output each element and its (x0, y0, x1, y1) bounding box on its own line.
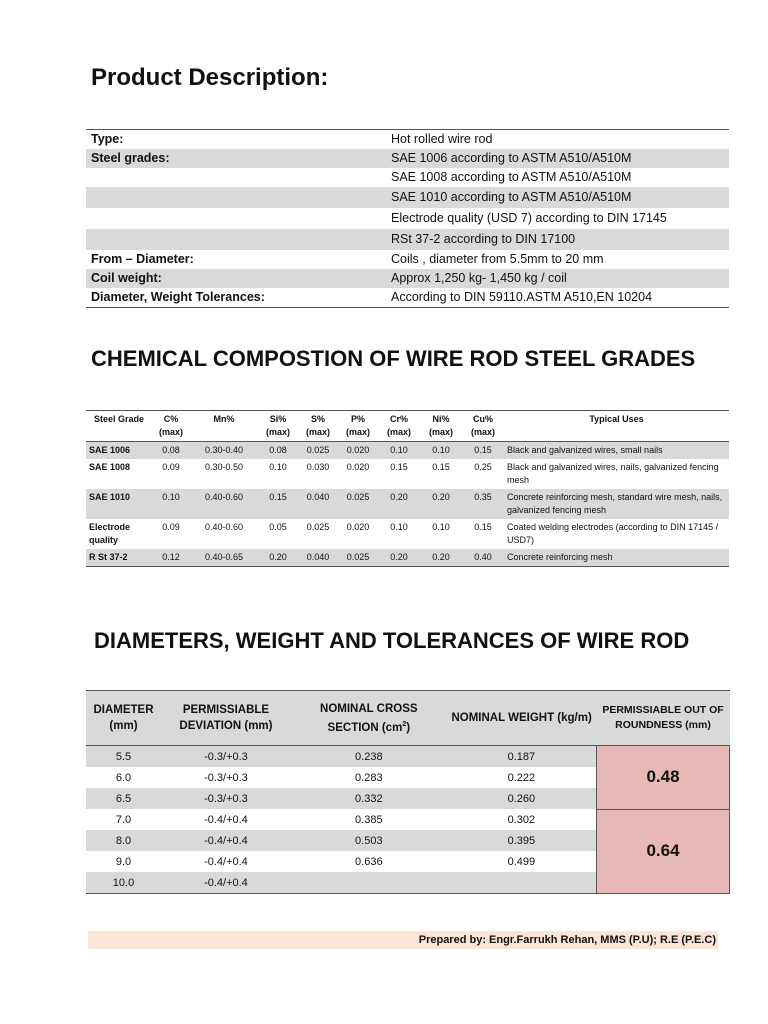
diameter-cell-dev: -0.4/+0.4 (204, 813, 248, 826)
chem-grade: SAE 1010 (86, 489, 152, 519)
chem-grade: SAE 1008 (89, 462, 131, 472)
chem-header: Ni% (max) (428, 414, 453, 437)
product-description-table (86, 129, 729, 308)
chem-value: 0.10 (269, 462, 287, 472)
product-value: SAE 1010 according to ASTM A510/A510M (386, 187, 729, 208)
diameter-cell-w: 0.260 (447, 788, 597, 809)
chem-row (86, 442, 729, 460)
product-row (86, 229, 729, 250)
header-weight: NOMINAL WEIGHT (kg/m) (447, 691, 597, 746)
chem-value: 0.030 (306, 462, 330, 472)
chem-value: 0.20 (420, 489, 462, 519)
chem-value: 0.040 (298, 489, 338, 519)
chem-header: Cr% (max) (386, 414, 411, 437)
chem-value: 0.10 (390, 522, 408, 532)
chem-value: 0.40-0.60 (190, 489, 258, 519)
chem-value: 0.40-0.65 (190, 549, 258, 567)
diameter-cell-dev: -0.4/+0.4 (161, 830, 291, 851)
diameter-cell-dev: -0.3/+0.3 (161, 746, 291, 768)
chem-uses: Black and galvanized wires, nails, galvanized fencing mesh (507, 462, 719, 485)
chem-header: C% (max) (158, 414, 183, 437)
chem-value: 0.020 (346, 522, 370, 532)
roundness-value-b: 0.64 (597, 809, 730, 894)
diameter-cell-w: 0.302 (507, 813, 536, 826)
product-value: SAE 1006 according to ASTM A510/A510M (386, 149, 729, 168)
chem-value: 0.09 (162, 522, 180, 532)
product-value: RSt 37-2 according to DIN 17100 (386, 229, 729, 250)
chem-grade: SAE 1006 (86, 442, 152, 460)
diameter-cell-d: 10.0 (86, 872, 161, 894)
diameter-cell-d: 7.0 (115, 813, 132, 826)
product-row (86, 288, 729, 308)
diameter-cell-w: 0.187 (447, 746, 597, 768)
product-value: SAE 1008 according to ASTM A510/A510M (391, 170, 632, 184)
chem-grade: R St 37-2 (86, 549, 152, 567)
chem-header: Typical Uses (589, 414, 644, 424)
diameter-cell-cs: 0.503 (291, 830, 447, 851)
product-key: Coil weight: (86, 269, 386, 288)
diameter-cell-d: 5.5 (86, 746, 161, 768)
chemical-composition-title: CHEMICAL COMPOSTION OF WIRE ROD STEEL GRADES (91, 346, 696, 371)
chem-value: 0.15 (462, 442, 504, 460)
diameter-row (86, 809, 730, 830)
product-value: Electrode quality (USD 7) according to DIN 17145 (391, 211, 667, 225)
header-diameter: DIAMETER (mm) (86, 691, 161, 746)
diameters-title: DIAMETERS, WEIGHT AND TOLERANCES OF WIRE ROD (94, 628, 690, 653)
diameter-cell-w: 0.395 (447, 830, 597, 851)
chem-value: 0.15 (258, 489, 298, 519)
chem-value: 0.15 (474, 522, 492, 532)
roundness-value-a: 0.48 (597, 746, 730, 810)
chem-value: 0.08 (258, 442, 298, 460)
chem-value: 0.10 (152, 489, 190, 519)
product-row (86, 187, 729, 208)
diameter-cell-d: 6.5 (86, 788, 161, 809)
chem-value: 0.025 (298, 442, 338, 460)
chem-value: 0.30-0.40 (190, 442, 258, 460)
chem-header: Mn% (213, 414, 235, 424)
chem-value: 0.020 (338, 442, 378, 460)
chem-row (86, 549, 729, 567)
diameter-cell-cs: 0.283 (355, 771, 383, 784)
chem-header: P% (max) (345, 414, 370, 437)
diameter-cell-d: 6.0 (115, 771, 132, 784)
diameter-cell-dev: -0.4/+0.4 (161, 872, 291, 894)
chem-grade: Electrode quality (89, 522, 131, 545)
chem-value: 0.10 (432, 522, 450, 532)
chem-value: 0.15 (432, 462, 450, 472)
product-key (86, 168, 386, 187)
prepared-by-footer: Prepared by: Engr.Farrukh Rehan, MMS (P.U); R.E (P.E.C) (88, 931, 718, 949)
product-key: Steel grades: (86, 149, 386, 168)
diameter-cell-w (447, 872, 597, 894)
chem-value: 0.30-0.50 (204, 462, 244, 472)
chemical-composition-table (86, 410, 729, 567)
chem-uses: Concrete reinforcing mesh, standard wire mesh, nails, galvanized fencing mesh (504, 489, 729, 519)
chem-header: Steel Grade (93, 414, 145, 424)
diameter-cell-cs: 0.238 (291, 746, 447, 768)
diameter-cell-dev: -0.3/+0.3 (204, 771, 248, 784)
product-key (86, 187, 386, 208)
chem-value: 0.05 (269, 522, 287, 532)
chem-header: Cu% (max) (470, 414, 495, 437)
chem-value: 0.025 (338, 489, 378, 519)
chem-value: 0.09 (162, 462, 180, 472)
product-key: Diameter, Weight Tolerances: (91, 290, 265, 304)
product-value: Hot rolled wire rod (391, 132, 493, 146)
chem-value: 0.15 (390, 462, 408, 472)
chem-value: 0.10 (420, 442, 462, 460)
product-value: According to DIN 59110.ASTM A510,EN 10204 (391, 290, 653, 304)
chem-header: Si% (max) (265, 414, 290, 437)
product-key (86, 229, 386, 250)
header-deviation: PERMISSIABLE DEVIATION (mm) (161, 691, 291, 746)
product-row (86, 208, 729, 229)
chem-row (86, 489, 729, 519)
header-roundness: PERMISSIABLE OUT OF ROUNDNESS (mm) (597, 691, 730, 746)
chem-value: 0.20 (378, 489, 420, 519)
diameter-cell-cs: 0.385 (355, 813, 383, 826)
diameter-cell-dev: -0.3/+0.3 (161, 788, 291, 809)
chem-value: 0.10 (378, 442, 420, 460)
chem-uses: Black and galvanized wires, small nails (504, 442, 729, 460)
chem-value: 0.08 (152, 442, 190, 460)
product-row (86, 250, 729, 269)
chem-value: 0.12 (152, 549, 190, 567)
chem-value: 0.20 (378, 549, 420, 567)
product-row (86, 168, 729, 187)
product-row (86, 130, 729, 150)
diameter-cell-d: 8.0 (86, 830, 161, 851)
diameter-cell-w: 0.499 (507, 855, 536, 868)
product-key: From – Diameter: (91, 252, 194, 266)
chem-value: 0.025 (306, 522, 330, 532)
header-cross-section: NOMINAL CROSS SECTION $(cm^2)$ (291, 691, 447, 746)
page-title: Product Description: (91, 64, 329, 91)
chem-uses: Coated welding electrodes (according to DIN 17145 / USD7) (507, 522, 719, 545)
product-key (86, 208, 386, 229)
chem-value: 0.040 (298, 549, 338, 567)
chem-uses: Concrete reinforcing mesh (504, 549, 729, 567)
chem-value: 0.20 (420, 549, 462, 567)
diameter-cell-cs: 0.332 (291, 788, 447, 809)
chem-row (86, 459, 729, 489)
chem-value: 0.25 (474, 462, 492, 472)
diameter-cell-cs: 0.636 (355, 855, 383, 868)
diameter-cell-w: 0.222 (507, 771, 536, 784)
product-value: Approx 1,250 kg- 1,450 kg / coil (386, 269, 729, 288)
chem-value: 0.020 (346, 462, 370, 472)
chem-value: 0.40-0.60 (204, 522, 244, 532)
product-row (86, 269, 729, 288)
diameter-cell-d: 9.0 (115, 855, 132, 868)
chem-header: S% (max) (305, 414, 330, 437)
chem-value: 0.20 (258, 549, 298, 567)
chem-value: 0.025 (338, 549, 378, 567)
product-value: Coils , diameter from 5.5mm to 20 mm (391, 252, 604, 266)
diameter-cell-dev: -0.4/+0.4 (204, 855, 248, 868)
product-key: Type: (91, 132, 124, 146)
chem-value: 0.35 (462, 489, 504, 519)
chem-row (86, 519, 729, 549)
chem-value: 0.40 (462, 549, 504, 567)
diameters-table (86, 690, 730, 894)
diameter-cell-cs (291, 872, 447, 894)
product-row (86, 149, 729, 168)
diameter-row (86, 746, 730, 768)
